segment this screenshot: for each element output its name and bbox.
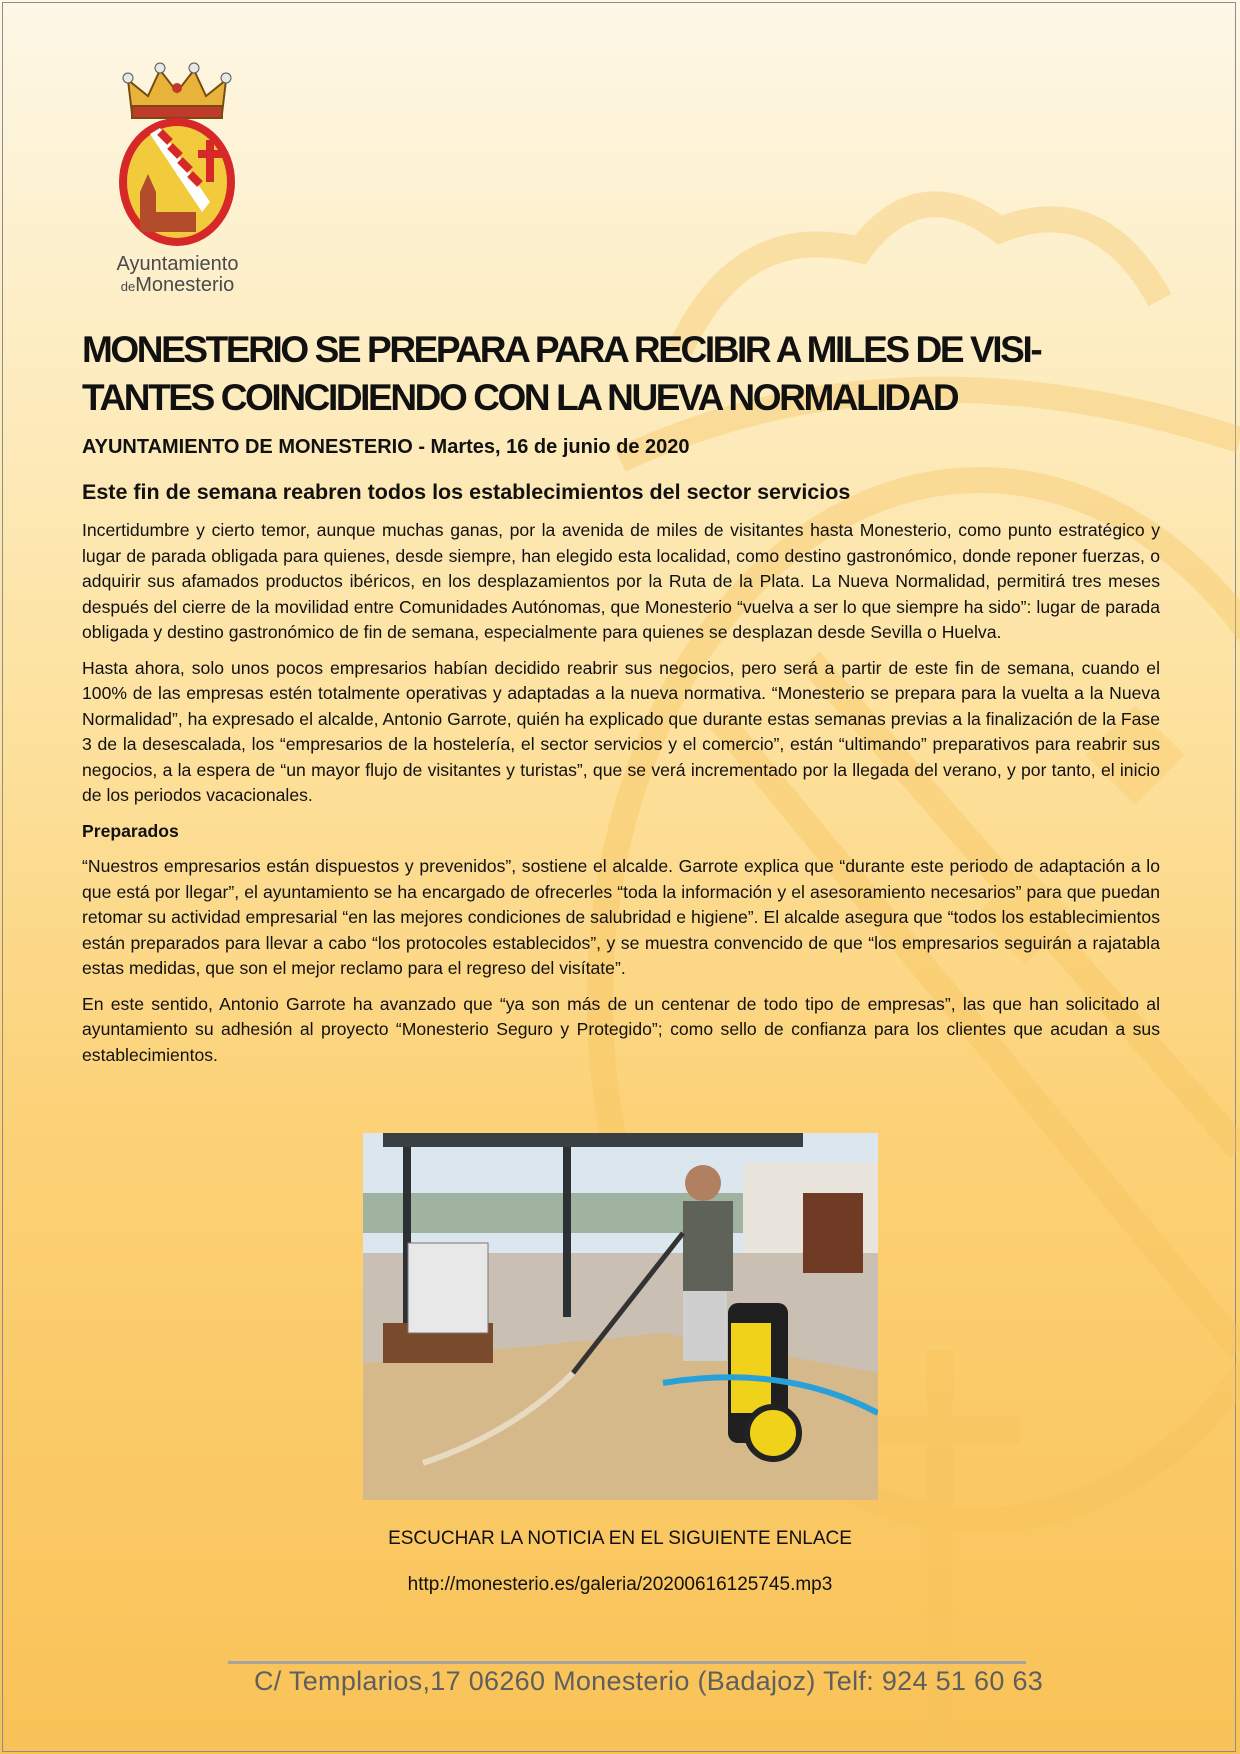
article-headline: MONESTERIO SE PREPARA PARA RECIBIR A MILES DE VISI-TANTES COINCIDIENDO CON LA NUEVA NORMALIDAD (82, 329, 1041, 418)
article-paragraph: Incertidumbre y cierto temor, aunque muchas ganas, por la avenida de miles de visitantes hasta Monesterio, como punto estratégico y lugar de parada obligada para quienes, desde siempre, han elegido esta localidad, como destino gastronómico, donde reponer fuerzas, o adquirir sus afamados productos ibéricos, en los desplazamientos por la Ruta de la Plata. La Nueva Normalidad, permitirá tres meses después del cierre de la movilidad entre Comunidades Autónomas, que Monesterio “vuelva a ser lo que siempre ha sido”: lugar de parada obligada y destino gastronómico de fin de semana, especialmente para quienes se desplazan desde Sevilla o Huelva. (82, 520, 1160, 642)
audio-label: ESCUCHAR LA NOTICIA EN EL SIGUIENTE ENLACE (388, 1528, 852, 1549)
footer-address: C/ Templarios,17 06260 Monesterio (Badajoz) Telf: 924 51 60 63 (254, 1666, 1044, 1696)
article-subheadline: Este fin de semana reabren todos los establecimientos del sector servicios (82, 480, 851, 504)
logo-name: Monesterio (135, 274, 235, 296)
article-paragraph: “Nuestros empresarios están dispuestos y prevenidos”, sostiene el alcalde. Garrote explica que “durante este periodo de adaptación a lo que está por llegar”, el ayuntamiento se ha encargado de ofrecerles “toda la información y el asesoramiento necesarios” para que puedan retomar su actividad empresarial “en las mejores condiciones de salubridad e higiene”. El alcalde asegura que “todos los establecimientos están preparados para llevar a cabo “los protocoles establecidos”, y se muestra convencido de que “los empresarios seguirán a rajatabla estas medidas, que son el mejor reclamo para el regreso del visítate”. (82, 856, 1160, 978)
footer-divider (228, 1661, 1026, 1664)
article-paragraph: En este sentido, Antonio Garrote ha avanzado que “ya son más de un centenar de todo tipo de empresas”, las que han solicitado al ayuntamiento su adhesión al proyecto “Monesterio Seguro y Protegido”; como sello de confianza para los clientes que acudan a sus establecimientos. (82, 993, 1160, 1065)
logo-line-monesterio (105, 275, 250, 297)
ayuntamiento-logo (105, 62, 250, 302)
article-photo (363, 1133, 878, 1500)
logo-prefix: de (120, 279, 136, 294)
photo-pressure-washer (363, 1133, 878, 1500)
coat-of-arms-icon (110, 62, 245, 247)
article-byline: AYUNTAMIENTO DE MONESTERIO - Martes, 16 de junio de 2020 (82, 436, 690, 458)
article-body (82, 518, 1160, 1078)
audio-link[interactable]: http://monesterio.es/galeria/20200616125745.mp3 (407, 1574, 833, 1595)
section-heading: Preparados (82, 820, 179, 841)
logo-line-ayuntamiento: Ayuntamiento (116, 253, 239, 275)
article-paragraph: Hasta ahora, solo unos pocos empresarios habían decidido reabrir sus negocios, pero será a partir de este fin de semana, cuando el 100% de las empresas estén totalmente operativas y adaptadas a la nueva normativa. “Monesterio se prepara para la vuelta a la Nueva Normalidad”, ha expresado el alcalde, Antonio Garrote, quién ha explicado que durante estas semanas previas a la finalización de la Fase 3 de la desescalada, los “empresarios de la hostelería, el sector servicios y el comercio”, están “ultimando” preparativos para reabrir sus negocios, a la espera de “un mayor flujo de visitantes y turistas”, que se verá incrementado por la llegada del verano, y por tanto, el inicio de los periodos vacacionales. (82, 657, 1160, 805)
